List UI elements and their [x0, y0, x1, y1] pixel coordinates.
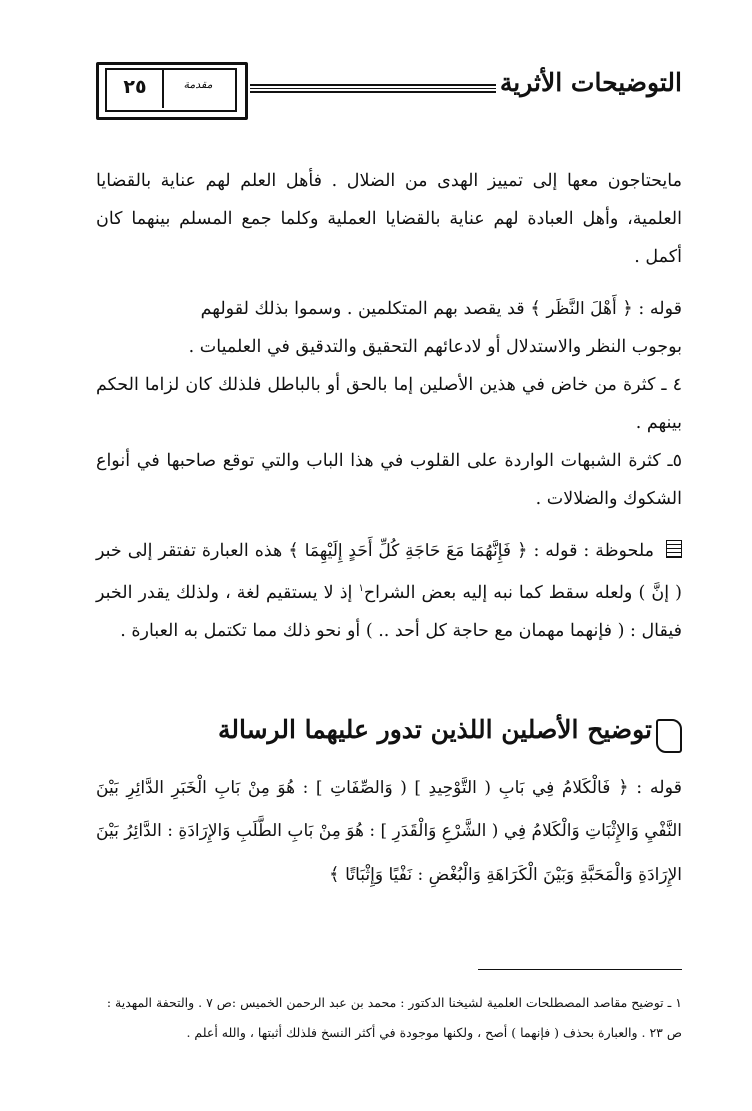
- page-header: [96, 62, 682, 122]
- quoted-text: فَالْكَلامُ فِي بَابِ ( التَّوْحِيدِ ] ( وَالصِّفَاتِ ] : هُوَ مِنْ بَابِ الْخَبَرِ الدَّائِرِ بَيْنَ النَّفْيِ وَالإِثْبَاتِ وَالْكَلامُ فِي ( الشَّرْعِ وَالْقَدَرِ ] : هُوَ مِنْ بَابِ الطَّلَبِ وَالإِرَادَةِ : الدَّائِرُ بَيْنَ الإِرَادَةِ وَالْمَحَبَّةِ وَبَيْنَ الْكَرَاهَةِ وَالْبُغْضِ : نَفْيًا وَإِثْبَاتًا: [96, 778, 682, 885]
- paragraph-point-5: ٥ـ كثرة الشبهات الواردة على القلوب في هذا الباب والتي توقع صاحبها في أنواع الشكوك والضلالات .: [96, 451, 682, 509]
- section-label: مقدمة: [183, 78, 213, 91]
- note-icon: [666, 540, 682, 558]
- quoted-term: أَهْلَ النَّظَر: [546, 299, 617, 319]
- quran-bracket-open: ﴿: [516, 540, 528, 561]
- book-title: التوضيحات الأثرية: [499, 68, 682, 97]
- header-divider: [250, 84, 496, 96]
- footnote-ref[interactable]: ١: [358, 583, 364, 594]
- footnote: ص ٢٣ . والعبارة بحذف ( فإنهما ) أصح ، ولكنها موجودة في أكثر النسخ فلذلك أثبتها ، والله أعلم .: [186, 1025, 682, 1040]
- paragraph-point-4: ٤ ـ كثرة من خاض في هذين الأصلين إما بالحق أو بالباطل فلذلك كان لزاما الحكم بينهم .: [96, 375, 682, 433]
- quoted-passage: [96, 766, 682, 897]
- scroll-icon: [656, 719, 682, 753]
- main-text: [96, 162, 682, 650]
- paragraph: مايحتاجون معها إلى تمييز الهدى من الضلال . فأهل العلم لهم عناية بالقضايا العلمية، وأهل العبادة لهم عناية بالقضايا العملية وكلما جمع المسلم بينهما كان أكمل .: [96, 171, 682, 267]
- quran-bracket-close: ﴾: [288, 540, 299, 561]
- quran-bracket-close: ﴾: [530, 298, 541, 319]
- paragraph: بوجوب النظر والاستدلال أو لادعائهم التحقيق والتدقيق في العلميات .: [188, 337, 682, 357]
- page-number: ٢٥: [123, 76, 147, 98]
- footnote-divider: [478, 969, 682, 970]
- note-paragraph: ملحوظة : قوله : ﴿ فَإِنَّهُمَا مَعَ حَاجَةِ كُلِّ أَحَدٍ إِلَيْهِمَا ﴾ هذه العبارة تفتقر إلى خبر ( إنَّ ) ولعله سقط كما نبه إليه بعض الشراح$^١$ إذ لا يستقيم لغة ، ولذلك يقدر الخبر فيقال : ( فإنهما مهمان مع حاجة كل أحد .. ) أو نحو ذلك مما تكتمل به العبارة .: [96, 540, 682, 641]
- section-heading: [96, 715, 682, 759]
- quoted-text: فَإِنَّهُمَا مَعَ حَاجَةِ كُلِّ أَحَدٍ إِلَيْهِمَا: [304, 541, 512, 561]
- quran-bracket-open: ﴿: [622, 298, 633, 319]
- footnotes: [96, 988, 682, 1048]
- footnote: ١ ـ توضيح مقاصد المصطلحات العلمية لشيخنا الدكتور : محمد بن عبد الرحمن الخميس :ص ٧ . والتحفة المهدية :: [106, 995, 682, 1010]
- quote-paragraph: قوله : ﴿ فَالْكَلامُ فِي بَابِ ( التَّوْحِيدِ ] ( وَالصِّفَاتِ ] : هُوَ مِنْ بَابِ الْخَبَرِ الدَّائِرِ بَيْنَ النَّفْيِ وَالإِثْبَاتِ وَالْكَلامُ فِي ( الشَّرْعِ وَالْقَدَرِ ] : هُوَ مِنْ بَابِ الطَّلَبِ وَالإِرَادَةِ : الدَّائِرُ بَيْنَ الإِرَادَةِ وَالْمَحَبَّةِ وَبَيْنَ الْكَرَاهَةِ وَالْبُغْضِ : نَفْيًا وَإِثْبَاتًا ﴾: [96, 777, 682, 885]
- section-title: توضيح الأصلين اللذين تدور عليهما الرسالة: [217, 715, 652, 744]
- quran-bracket-open: ﴿: [618, 777, 629, 798]
- quran-bracket-close: ﴾: [329, 864, 340, 885]
- paragraph-ahl-alnazar: قوله : ﴿ أَهْلَ النَّظَر ﴾ قد يقصد بهم المتكلمين . وسموا بذلك لقولهم: [200, 298, 682, 319]
- page-number-book-ornament: [96, 62, 246, 118]
